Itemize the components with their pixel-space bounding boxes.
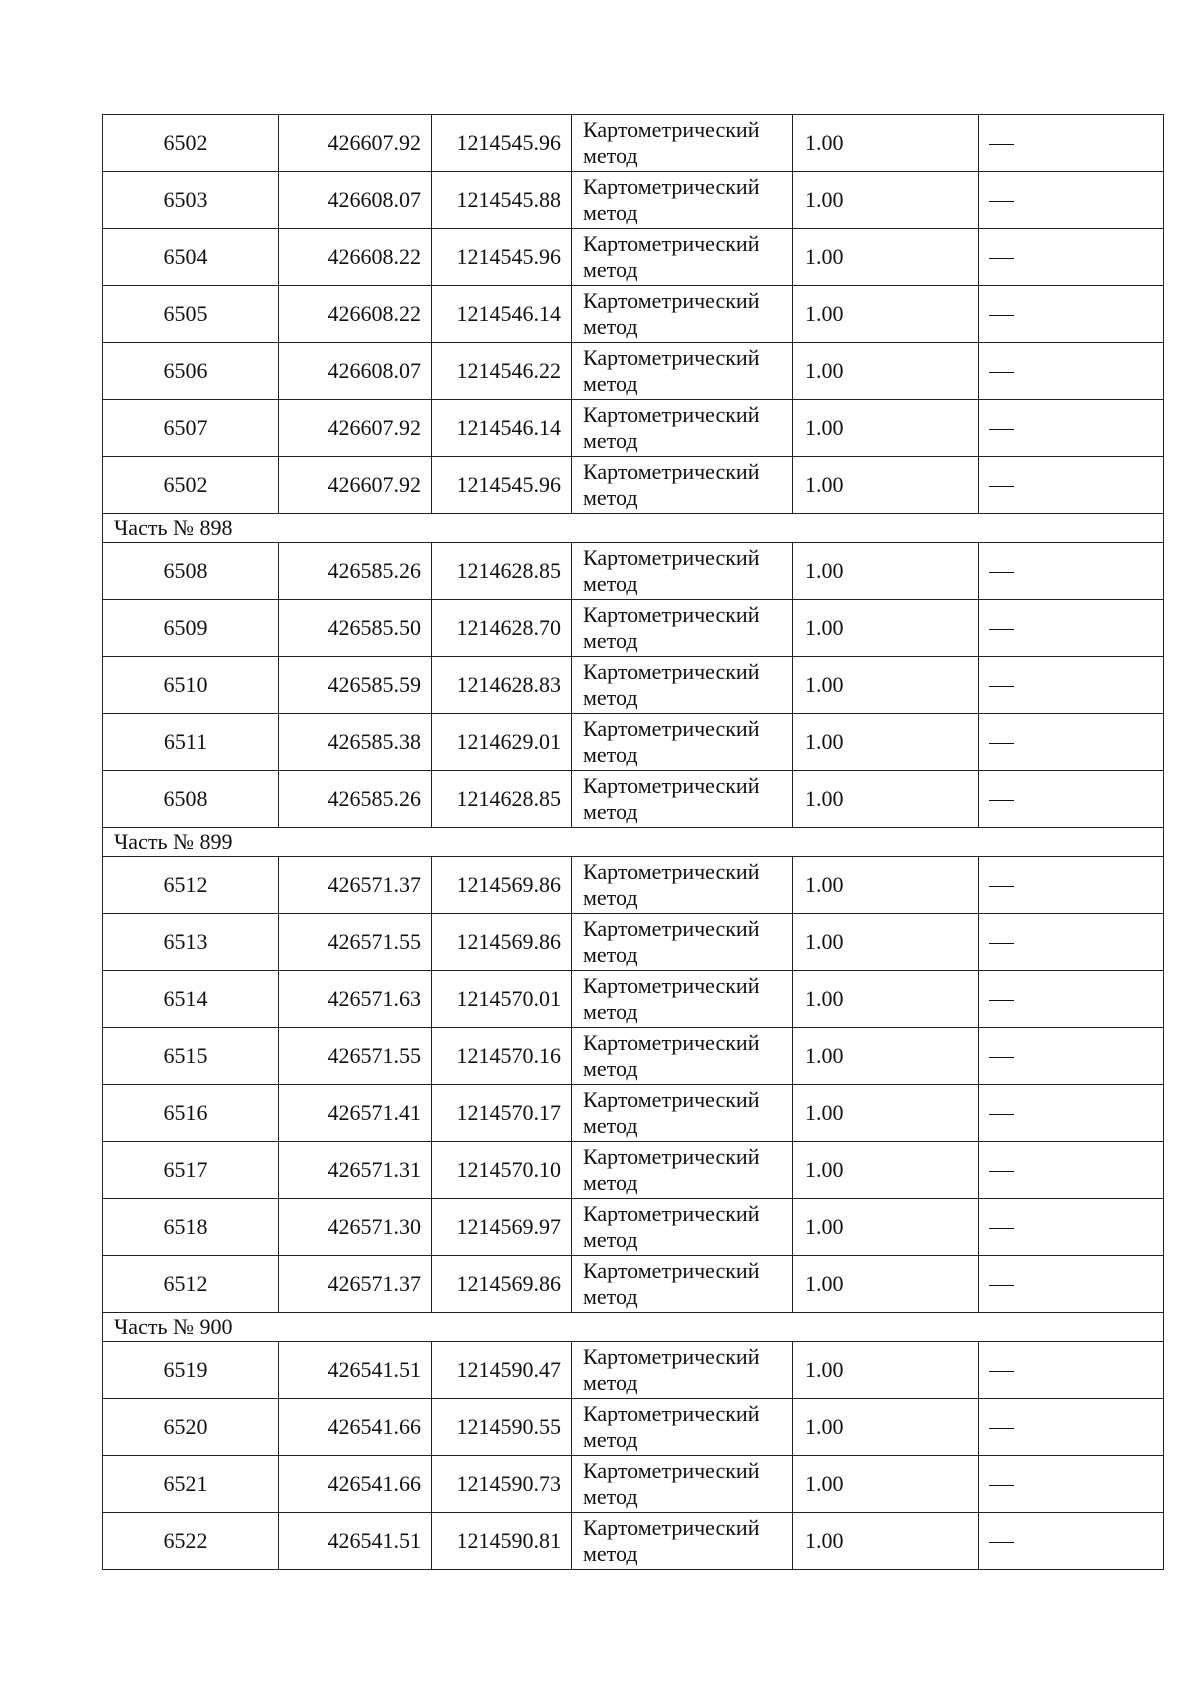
dash-mark xyxy=(989,943,1014,944)
y-coordinate-cell: 1214570.17 xyxy=(432,1085,572,1142)
method-line-2: метод xyxy=(583,1427,638,1452)
method-line-1: Картометрический xyxy=(583,545,760,570)
method-cell xyxy=(572,971,793,1028)
y-coordinate-cell: 1214590.81 xyxy=(432,1513,572,1570)
y-coordinate-cell: 1214545.96 xyxy=(432,115,572,172)
table-row xyxy=(103,971,1164,1028)
accuracy-cell: 1.00 xyxy=(793,914,979,971)
method-line-1: Картометрический xyxy=(583,859,760,884)
point-number-cell: 6512 xyxy=(103,1256,279,1313)
dash-mark xyxy=(989,1171,1014,1172)
accuracy-cell: 1.00 xyxy=(793,1513,979,1570)
dash-mark xyxy=(989,1228,1014,1229)
accuracy-cell: 1.00 xyxy=(793,115,979,172)
x-coordinate-cell: 426541.51 xyxy=(279,1513,432,1570)
x-coordinate-cell: 426541.51 xyxy=(279,1342,432,1399)
accuracy-cell: 1.00 xyxy=(793,657,979,714)
method-cell xyxy=(572,714,793,771)
method-cell xyxy=(572,229,793,286)
y-coordinate-cell: 1214628.70 xyxy=(432,600,572,657)
method-line-2: метод xyxy=(583,200,638,225)
accuracy-cell: 1.00 xyxy=(793,543,979,600)
table-row xyxy=(103,714,1164,771)
method-line-2: метод xyxy=(583,1170,638,1195)
method-line-1: Картометрический xyxy=(583,1401,760,1426)
point-number-cell: 6521 xyxy=(103,1456,279,1513)
method-line-1: Картометрический xyxy=(583,231,760,256)
table-row xyxy=(103,343,1164,400)
dash-mark xyxy=(989,429,1014,430)
method-cell xyxy=(572,1028,793,1085)
method-line-1: Картометрический xyxy=(583,1344,760,1369)
dash-mark xyxy=(989,315,1014,316)
table-row xyxy=(103,1399,1164,1456)
description-cell xyxy=(979,1085,1164,1142)
method-line-2: метод xyxy=(583,571,638,596)
description-cell xyxy=(979,857,1164,914)
method-cell xyxy=(572,1399,793,1456)
y-coordinate-cell: 1214570.01 xyxy=(432,971,572,1028)
accuracy-cell: 1.00 xyxy=(793,286,979,343)
method-line-2: метод xyxy=(583,428,638,453)
accuracy-cell: 1.00 xyxy=(793,1342,979,1399)
dash-mark xyxy=(989,258,1014,259)
y-coordinate-cell: 1214569.86 xyxy=(432,857,572,914)
x-coordinate-cell: 426571.55 xyxy=(279,914,432,971)
x-coordinate-cell: 426571.30 xyxy=(279,1199,432,1256)
x-coordinate-cell: 426607.92 xyxy=(279,457,432,514)
method-line-1: Картометрический xyxy=(583,1030,760,1055)
description-cell xyxy=(979,1456,1164,1513)
x-coordinate-cell: 426585.26 xyxy=(279,543,432,600)
point-number-cell: 6516 xyxy=(103,1085,279,1142)
accuracy-cell: 1.00 xyxy=(793,400,979,457)
accuracy-cell: 1.00 xyxy=(793,457,979,514)
method-line-1: Картометрический xyxy=(583,773,760,798)
description-cell xyxy=(979,543,1164,600)
point-number-cell: 6513 xyxy=(103,914,279,971)
point-number-cell: 6510 xyxy=(103,657,279,714)
method-cell xyxy=(572,286,793,343)
description-cell xyxy=(979,1142,1164,1199)
y-coordinate-cell: 1214546.14 xyxy=(432,286,572,343)
dash-mark xyxy=(989,1285,1014,1286)
accuracy-cell: 1.00 xyxy=(793,172,979,229)
x-coordinate-cell: 426585.59 xyxy=(279,657,432,714)
method-cell xyxy=(572,1256,793,1313)
y-coordinate-cell: 1214545.88 xyxy=(432,172,572,229)
method-line-1: Картометрический xyxy=(583,288,760,313)
method-line-1: Картометрический xyxy=(583,345,760,370)
method-line-2: метод xyxy=(583,1056,638,1081)
point-number-cell: 6502 xyxy=(103,457,279,514)
x-coordinate-cell: 426585.38 xyxy=(279,714,432,771)
description-cell xyxy=(979,1028,1164,1085)
part-header-row xyxy=(103,1313,1164,1342)
method-line-1: Картометрический xyxy=(583,1144,760,1169)
table-row xyxy=(103,229,1164,286)
dash-mark xyxy=(989,743,1014,744)
method-cell xyxy=(572,1342,793,1399)
part-header-row xyxy=(103,828,1164,857)
method-cell xyxy=(572,1142,793,1199)
method-cell xyxy=(572,1199,793,1256)
method-line-1: Картометрический xyxy=(583,459,760,484)
y-coordinate-cell: 1214628.85 xyxy=(432,543,572,600)
y-coordinate-cell: 1214628.85 xyxy=(432,771,572,828)
description-cell xyxy=(979,400,1164,457)
method-cell xyxy=(572,857,793,914)
method-cell xyxy=(572,914,793,971)
point-number-cell: 6518 xyxy=(103,1199,279,1256)
point-number-cell: 6503 xyxy=(103,172,279,229)
method-line-2: метод xyxy=(583,1227,638,1252)
description-cell xyxy=(979,1399,1164,1456)
method-line-1: Картометрический xyxy=(583,117,760,142)
description-cell xyxy=(979,172,1164,229)
accuracy-cell: 1.00 xyxy=(793,857,979,914)
point-number-cell: 6505 xyxy=(103,286,279,343)
x-coordinate-cell: 426585.26 xyxy=(279,771,432,828)
x-coordinate-cell: 426608.07 xyxy=(279,172,432,229)
method-line-1: Картометрический xyxy=(583,1201,760,1226)
method-line-1: Картометрический xyxy=(583,1458,760,1483)
method-line-2: метод xyxy=(583,942,638,967)
method-cell xyxy=(572,600,793,657)
method-line-1: Картометрический xyxy=(583,659,760,684)
method-line-2: метод xyxy=(583,1370,638,1395)
point-number-cell: 6507 xyxy=(103,400,279,457)
table-row xyxy=(103,657,1164,714)
x-coordinate-cell: 426607.92 xyxy=(279,115,432,172)
y-coordinate-cell: 1214545.96 xyxy=(432,229,572,286)
y-coordinate-cell: 1214545.96 xyxy=(432,457,572,514)
description-cell xyxy=(979,286,1164,343)
x-coordinate-cell: 426585.50 xyxy=(279,600,432,657)
point-number-cell: 6512 xyxy=(103,857,279,914)
accuracy-cell: 1.00 xyxy=(793,1199,979,1256)
accuracy-cell: 1.00 xyxy=(793,1256,979,1313)
part-header-row xyxy=(103,514,1164,543)
method-line-2: метод xyxy=(583,485,638,510)
method-line-1: Картометрический xyxy=(583,716,760,741)
table-row xyxy=(103,1256,1164,1313)
x-coordinate-cell: 426608.22 xyxy=(279,286,432,343)
accuracy-cell: 1.00 xyxy=(793,1028,979,1085)
description-cell xyxy=(979,343,1164,400)
method-cell xyxy=(572,457,793,514)
accuracy-cell: 1.00 xyxy=(793,600,979,657)
method-line-2: метод xyxy=(583,885,638,910)
point-number-cell: 6502 xyxy=(103,115,279,172)
y-coordinate-cell: 1214629.01 xyxy=(432,714,572,771)
dash-mark xyxy=(989,886,1014,887)
method-line-2: метод xyxy=(583,999,638,1024)
method-cell xyxy=(572,657,793,714)
accuracy-cell: 1.00 xyxy=(793,229,979,286)
y-coordinate-cell: 1214569.97 xyxy=(432,1199,572,1256)
method-line-2: метод xyxy=(583,628,638,653)
method-cell xyxy=(572,543,793,600)
accuracy-cell: 1.00 xyxy=(793,1085,979,1142)
table-row xyxy=(103,172,1164,229)
method-line-1: Картометрический xyxy=(583,973,760,998)
description-cell xyxy=(979,1199,1164,1256)
table-row xyxy=(103,914,1164,971)
x-coordinate-cell: 426571.55 xyxy=(279,1028,432,1085)
part-title: Часть № 898 xyxy=(103,514,1164,543)
point-number-cell: 6506 xyxy=(103,343,279,400)
x-coordinate-cell: 426608.07 xyxy=(279,343,432,400)
coordinates-document xyxy=(102,114,1163,1570)
dash-mark xyxy=(989,144,1014,145)
method-cell xyxy=(572,400,793,457)
point-number-cell: 6522 xyxy=(103,1513,279,1570)
dash-mark xyxy=(989,1000,1014,1001)
table-row xyxy=(103,1142,1164,1199)
y-coordinate-cell: 1214590.73 xyxy=(432,1456,572,1513)
point-number-cell: 6504 xyxy=(103,229,279,286)
method-line-2: метод xyxy=(583,685,638,710)
description-cell xyxy=(979,971,1164,1028)
method-line-1: Картометрический xyxy=(583,174,760,199)
dash-mark xyxy=(989,1542,1014,1543)
method-line-1: Картометрический xyxy=(583,402,760,427)
description-cell xyxy=(979,714,1164,771)
y-coordinate-cell: 1214570.10 xyxy=(432,1142,572,1199)
table-row xyxy=(103,543,1164,600)
method-cell xyxy=(572,343,793,400)
dash-mark xyxy=(989,1428,1014,1429)
x-coordinate-cell: 426571.31 xyxy=(279,1142,432,1199)
dash-mark xyxy=(989,1371,1014,1372)
x-coordinate-cell: 426571.41 xyxy=(279,1085,432,1142)
method-cell xyxy=(572,1513,793,1570)
dash-mark xyxy=(989,686,1014,687)
dash-mark xyxy=(989,572,1014,573)
method-line-1: Картометрический xyxy=(583,1258,760,1283)
y-coordinate-cell: 1214628.83 xyxy=(432,657,572,714)
point-number-cell: 6508 xyxy=(103,543,279,600)
table-row xyxy=(103,1342,1164,1399)
dash-mark xyxy=(989,629,1014,630)
description-cell xyxy=(979,1342,1164,1399)
dash-mark xyxy=(989,486,1014,487)
y-coordinate-cell: 1214569.86 xyxy=(432,1256,572,1313)
y-coordinate-cell: 1214546.14 xyxy=(432,400,572,457)
x-coordinate-cell: 426607.92 xyxy=(279,400,432,457)
point-number-cell: 6509 xyxy=(103,600,279,657)
method-line-1: Картометрический xyxy=(583,1515,760,1540)
method-line-1: Картометрический xyxy=(583,916,760,941)
point-number-cell: 6508 xyxy=(103,771,279,828)
y-coordinate-cell: 1214546.22 xyxy=(432,343,572,400)
y-coordinate-cell: 1214570.16 xyxy=(432,1028,572,1085)
coordinates-table xyxy=(102,114,1164,1570)
x-coordinate-cell: 426571.63 xyxy=(279,971,432,1028)
table-row xyxy=(103,400,1164,457)
part-title: Часть № 899 xyxy=(103,828,1164,857)
dash-mark xyxy=(989,201,1014,202)
description-cell xyxy=(979,600,1164,657)
method-line-2: метод xyxy=(583,742,638,767)
table-row xyxy=(103,1199,1164,1256)
table-row xyxy=(103,1028,1164,1085)
x-coordinate-cell: 426571.37 xyxy=(279,1256,432,1313)
method-cell xyxy=(572,115,793,172)
table-row xyxy=(103,1456,1164,1513)
method-line-2: метод xyxy=(583,1541,638,1566)
method-line-2: метод xyxy=(583,314,638,339)
accuracy-cell: 1.00 xyxy=(793,714,979,771)
method-line-2: метод xyxy=(583,143,638,168)
y-coordinate-cell: 1214590.47 xyxy=(432,1342,572,1399)
description-cell xyxy=(979,229,1164,286)
method-cell xyxy=(572,172,793,229)
table-row xyxy=(103,286,1164,343)
dash-mark xyxy=(989,1114,1014,1115)
method-cell xyxy=(572,1085,793,1142)
dash-mark xyxy=(989,800,1014,801)
table-row xyxy=(103,1513,1164,1570)
table-row xyxy=(103,857,1164,914)
description-cell xyxy=(979,914,1164,971)
point-number-cell: 6517 xyxy=(103,1142,279,1199)
y-coordinate-cell: 1214590.55 xyxy=(432,1399,572,1456)
accuracy-cell: 1.00 xyxy=(793,971,979,1028)
description-cell xyxy=(979,115,1164,172)
coordinates-table-body xyxy=(103,115,1164,1570)
point-number-cell: 6514 xyxy=(103,971,279,1028)
description-cell xyxy=(979,771,1164,828)
description-cell xyxy=(979,657,1164,714)
part-title: Часть № 900 xyxy=(103,1313,1164,1342)
table-row xyxy=(103,115,1164,172)
method-line-2: метод xyxy=(583,1113,638,1138)
dash-mark xyxy=(989,1057,1014,1058)
method-line-2: метод xyxy=(583,257,638,282)
dash-mark xyxy=(989,372,1014,373)
accuracy-cell: 1.00 xyxy=(793,1456,979,1513)
x-coordinate-cell: 426571.37 xyxy=(279,857,432,914)
method-line-2: метод xyxy=(583,1484,638,1509)
method-cell xyxy=(572,1456,793,1513)
table-row xyxy=(103,1085,1164,1142)
accuracy-cell: 1.00 xyxy=(793,771,979,828)
x-coordinate-cell: 426541.66 xyxy=(279,1456,432,1513)
method-line-2: метод xyxy=(583,1284,638,1309)
table-row xyxy=(103,457,1164,514)
point-number-cell: 6520 xyxy=(103,1399,279,1456)
accuracy-cell: 1.00 xyxy=(793,1399,979,1456)
description-cell xyxy=(979,457,1164,514)
table-row xyxy=(103,600,1164,657)
method-line-2: метод xyxy=(583,799,638,824)
accuracy-cell: 1.00 xyxy=(793,343,979,400)
method-line-1: Картометрический xyxy=(583,1087,760,1112)
method-line-1: Картометрический xyxy=(583,602,760,627)
description-cell xyxy=(979,1256,1164,1313)
x-coordinate-cell: 426608.22 xyxy=(279,229,432,286)
accuracy-cell: 1.00 xyxy=(793,1142,979,1199)
method-cell xyxy=(572,771,793,828)
y-coordinate-cell: 1214569.86 xyxy=(432,914,572,971)
method-line-2: метод xyxy=(583,371,638,396)
point-number-cell: 6515 xyxy=(103,1028,279,1085)
table-row xyxy=(103,771,1164,828)
point-number-cell: 6519 xyxy=(103,1342,279,1399)
dash-mark xyxy=(989,1485,1014,1486)
description-cell xyxy=(979,1513,1164,1570)
x-coordinate-cell: 426541.66 xyxy=(279,1399,432,1456)
point-number-cell: 6511 xyxy=(103,714,279,771)
